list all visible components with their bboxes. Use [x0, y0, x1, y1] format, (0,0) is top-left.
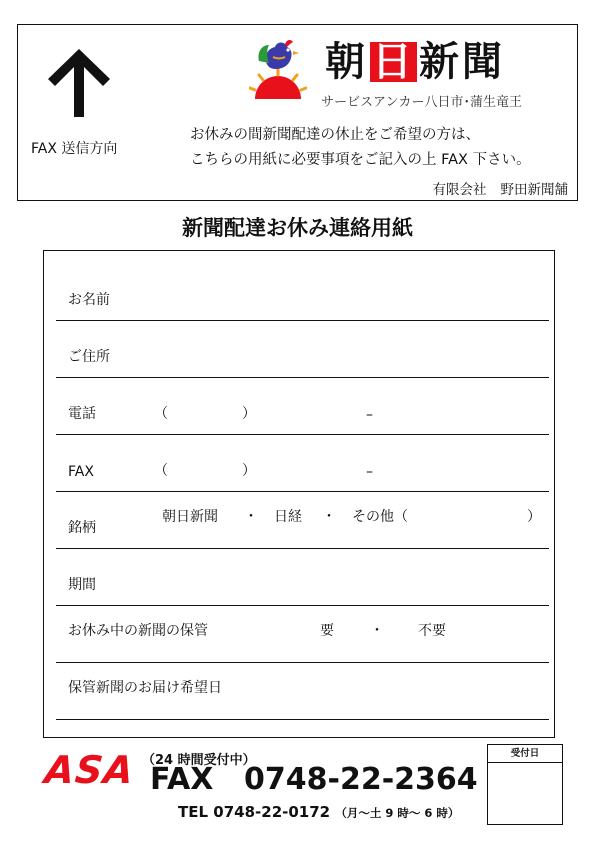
form-row-phone[interactable]: [56, 378, 549, 435]
field-label: 保管新聞のお届け希望日: [68, 680, 222, 696]
field-label: FAX: [68, 464, 94, 480]
storage-option-yes[interactable]: 要: [320, 623, 334, 639]
close-paren: ）: [242, 406, 256, 422]
close-paren: ）: [242, 463, 256, 479]
tel-info: [178, 803, 459, 821]
dash: –: [366, 464, 373, 480]
open-paren: （: [154, 406, 168, 422]
form-box: [43, 250, 555, 738]
notice-line: お休みの間新聞配達の休止をご希望の方は、: [190, 127, 480, 143]
field-label: お休み中の新聞の保管: [68, 623, 208, 639]
footer: [0, 742, 595, 842]
up-arrow-icon: [46, 47, 112, 119]
header-box: [17, 24, 578, 201]
dash: –: [366, 407, 373, 423]
storage-option-no[interactable]: 不要: [418, 623, 446, 639]
tel-hours: （月〜土 9 時〜 6 時）: [335, 806, 460, 820]
field-label: お名前: [68, 292, 110, 308]
fax-direction-label: FAX 送信方向: [31, 141, 118, 157]
reception-date-stamp-box: [487, 744, 563, 825]
field-label: 銘柄: [68, 520, 96, 536]
form-row-storage[interactable]: [56, 606, 549, 663]
company-name: 有限会社 野田新聞舗: [432, 182, 568, 198]
hours-note: （24 時間受付中）: [142, 753, 256, 768]
field-label: 電話: [68, 406, 96, 422]
notice-line: こちらの用紙に必要事項をご記入の上 FAX 下さい。: [190, 152, 531, 168]
fax-number: 0748-22-2364: [244, 762, 478, 797]
brand-option-other[interactable]: その他（: [352, 509, 408, 525]
fax-label: FAX: [150, 762, 214, 797]
form-row-brand[interactable]: [56, 492, 549, 549]
tel-label: TEL: [178, 803, 209, 821]
form-row-fax[interactable]: [56, 435, 549, 492]
separator: ・: [244, 509, 258, 525]
close-paren: ）: [527, 509, 541, 525]
separator: ・: [370, 623, 384, 639]
form-row-name[interactable]: [56, 264, 549, 321]
form-row-period[interactable]: [56, 549, 549, 606]
field-label: 期間: [68, 577, 96, 593]
brand-option-asahi[interactable]: 朝日新聞: [162, 509, 218, 525]
rooster-sunrise-logo-icon: [249, 37, 307, 107]
asahi-shimbun-logo-text: 朝 日 新聞: [325, 39, 505, 85]
separator: ・: [322, 509, 336, 525]
open-paren: （: [154, 463, 168, 479]
form-row-address[interactable]: [56, 321, 549, 378]
notice-text: [190, 123, 531, 173]
form-title: 新聞配達お休み連絡用紙: [182, 215, 413, 240]
asa-logo: ASA: [42, 748, 137, 792]
tel-number: 0748-22-0172: [213, 803, 331, 821]
field-label: ご住所: [68, 349, 110, 365]
logo-subtitle: サービスアンカー八日市･蒲生竜王: [321, 95, 522, 110]
form-row-delivery-date[interactable]: [56, 663, 549, 720]
stamp-label: 受付日: [488, 745, 562, 763]
brand-option-nikkei[interactable]: 日経: [274, 509, 302, 525]
